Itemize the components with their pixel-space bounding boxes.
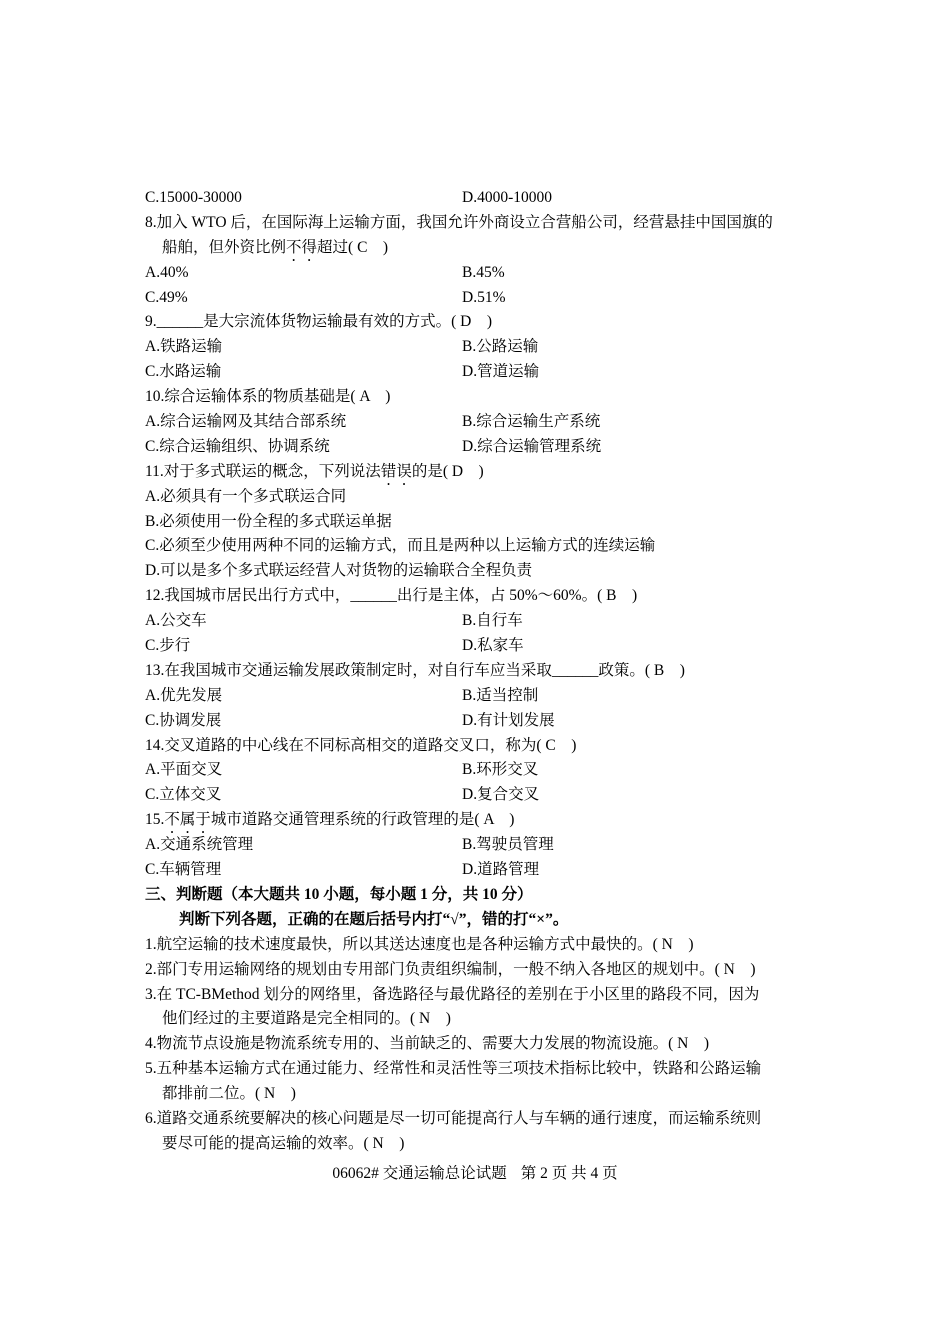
q9-options-row-2 (145, 360, 807, 385)
q14-stem: 14.交叉道路的中心线在不同标高相交的道路交叉口，称为( C ) (145, 736, 577, 754)
page-footer (0, 1161, 950, 1183)
q12-stem: 12.我国城市居民出行方式中，______出行是主体，占 50%～60%。( B ) (145, 587, 638, 605)
q8-option-c: C.49% (145, 288, 188, 306)
q13-stem: 13.在我国城市交通运输发展政策制定时，对自行车应当采取______政策。( B ) (145, 661, 685, 679)
q15-option-a: A.交通系统管理 (145, 836, 254, 854)
q15-option-c: C.车辆管理 (145, 861, 222, 879)
q15-option-b: B.驾驶员管理 (462, 836, 554, 854)
tf-item-1: 1.航空运输的技术速度最快，所以其送达速度也是各种运输方式中最快的。( N ) (145, 935, 694, 953)
q9-stem: 9.______是大宗流体货物运输最有效的方式。( D ) (145, 313, 493, 331)
q14-options-row-2 (145, 783, 807, 808)
footer-page: 第 2 页 共 4 页 (520, 1165, 618, 1182)
q9-option-c: C.水路运输 (145, 363, 222, 381)
q8-stem-line2: 船舶，但外资比例不得超过( C ) (162, 238, 389, 256)
q8-options-row-1 (145, 261, 807, 286)
q15-stem: 15.不属于城市道路交通管理系统的行政管理的是( A ) (145, 811, 515, 829)
tf-item-6-line2: 要尽可能的提高运输的效率。( N ) (162, 1134, 405, 1152)
q15-emphasis: 不属于 (164, 811, 211, 829)
q7-options-row (145, 186, 807, 211)
footer-code: 06062# (332, 1165, 379, 1182)
q10-stem: 10.综合运输体系的物质基础是( A ) (145, 388, 391, 406)
q15-option-d: D.道路管理 (462, 861, 540, 879)
q11-option-a: A.必须具有一个多式联运合同 (145, 487, 347, 505)
q13-option-d: D.有计划发展 (462, 711, 555, 729)
q14-option-b: B.环形交叉 (462, 761, 539, 779)
tf-item-6-line1: 6.道路交通系统要解决的核心问题是尽一切可能提高行人与车辆的通行速度，而运输系统则 (145, 1109, 762, 1127)
q10-options-row-2 (145, 435, 807, 460)
q8-stem-line1: 8.加入 WTO 后，在国际海上运输方面，我国允许外商设立合营船公司，经营悬挂中国国旗的 (145, 213, 773, 231)
q9-option-b: B.公路运输 (462, 338, 539, 356)
exam-page (145, 186, 807, 1157)
q12-option-a: A.公交车 (145, 612, 207, 630)
q11-option-b: B.必须使用一份全程的多式联运单据 (145, 512, 392, 530)
q12-options-row-1 (145, 609, 807, 634)
q13-option-c: C.协调发展 (145, 711, 222, 729)
q12-option-d: D.私家车 (462, 637, 524, 655)
q12-option-b: B.自行车 (462, 612, 523, 630)
tf-item-5-line1: 5.五种基本运输方式在通过能力、经常性和灵活性等三项技术指标比较中，铁路和公路运输 (145, 1060, 762, 1078)
q10-option-c: C.综合运输组织、协调系统 (145, 437, 330, 455)
q13-options-row-1 (145, 684, 807, 709)
q8-emphasis: 不得 (286, 238, 318, 256)
tf-item-2: 2.部门专用运输网络的规划由专用部门负责组织编制，一般不纳入各地区的规划中。( N ) (145, 960, 756, 978)
q9-option-a: A.铁路运输 (145, 338, 223, 356)
q12-options-row-2 (145, 634, 807, 659)
q14-option-c: C.立体交叉 (145, 786, 222, 804)
q9-option-d: D.管道运输 (462, 363, 540, 381)
q10-option-d: D.综合运输管理系统 (462, 437, 602, 455)
q8-option-d: D.51% (462, 288, 506, 306)
q15-options-row-1 (145, 833, 807, 858)
tf-item-3-line2: 他们经过的主要道路是完全相同的。( N ) (162, 1010, 451, 1028)
q13-options-row-2 (145, 709, 807, 734)
q10-option-a: A.综合运输网及其结合部系统 (145, 413, 347, 431)
tf-item-4: 4.物流节点设施是物流系统专用的、当前缺乏的、需要大力发展的物流设施。( N ) (145, 1035, 710, 1053)
q14-option-a: A.平面交叉 (145, 761, 223, 779)
q12-option-c: C.步行 (145, 637, 191, 655)
q15-options-row-2 (145, 858, 807, 883)
q11-stem: 11.对于多式联运的概念，下列说法错误的是( D ) (145, 462, 484, 480)
q14-option-d: D.复合交叉 (462, 786, 540, 804)
q11-option-c: C.必须至少使用两种不同的运输方式，而且是两种以上运输方式的连续运输 (145, 537, 656, 555)
q8-option-b: B.45% (462, 263, 505, 281)
tf-item-3-line1: 3.在 TC-BMethod 划分的网络里，备选路径与最优路径的差别在于小区里的路段不同，因为 (145, 985, 760, 1003)
section3-title: 三、判断题（本大题共 10 小题，每小题 1 分，共 10 分） (145, 885, 533, 903)
tf-item-5-line2: 都排前二位。( N ) (162, 1085, 296, 1103)
q14-options-row-1 (145, 758, 807, 783)
q10-option-b: B.综合运输生产系统 (462, 413, 601, 431)
q11-option-d: D.可以是多个多式联运经营人对货物的运输联合全程负责 (145, 562, 533, 580)
q13-option-a: A.优先发展 (145, 686, 223, 704)
q13-option-b: B.适当控制 (462, 686, 539, 704)
q8-options-row-2 (145, 286, 807, 311)
footer-title: 交通运输总论试题 (382, 1165, 507, 1182)
q8-option-a: A.40% (145, 263, 189, 281)
q7-option-d: D.4000-10000 (462, 189, 552, 206)
q7-option-c: C.15000-30000 (145, 189, 242, 206)
q10-options-row-1 (145, 410, 807, 435)
q11-emphasis: 错误 (380, 462, 412, 480)
section3-instruction: 判断下列各题，正确的在题后括号内打“√”，错的打“×”。 (179, 910, 569, 928)
q9-options-row-1 (145, 335, 807, 360)
